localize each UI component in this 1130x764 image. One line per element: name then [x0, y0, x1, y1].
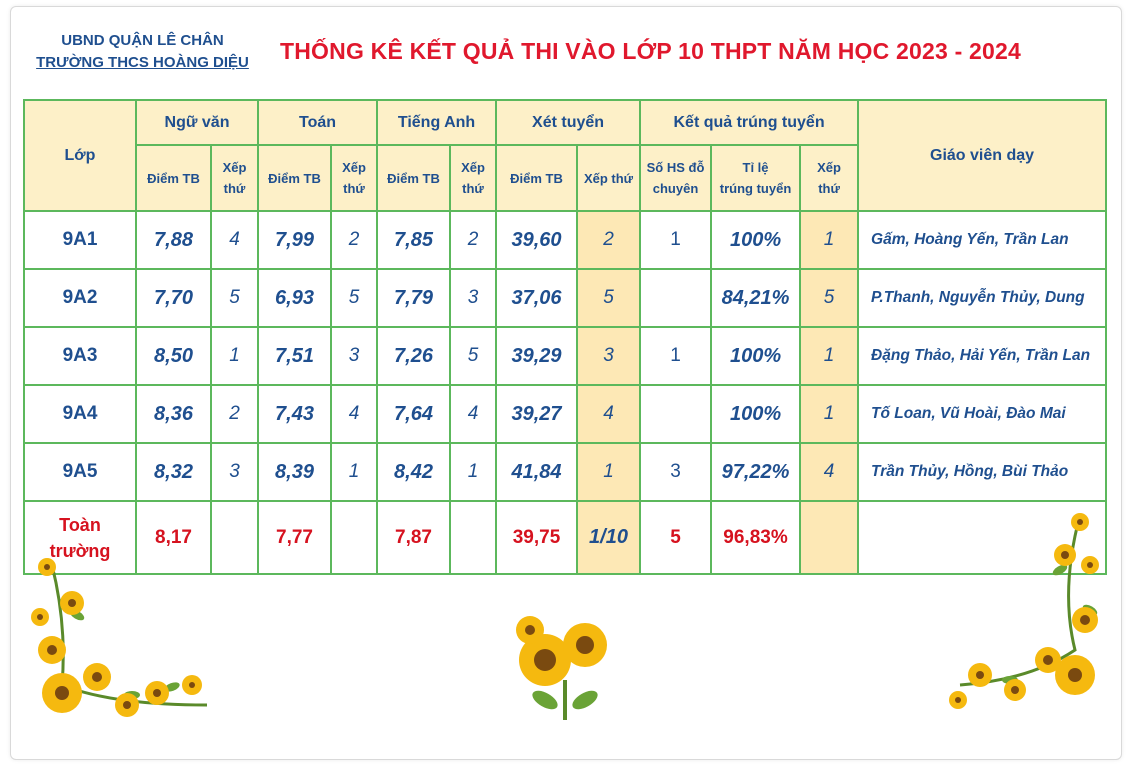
district-name: UBND QUẬN LÊ CHÂN: [61, 32, 224, 49]
math-rank-cell: 3: [331, 327, 377, 385]
lit-rank-cell: 5: [211, 269, 258, 327]
adm-avg-cell: 37,06: [496, 269, 577, 327]
literature-header: Ngữ văn: [136, 100, 258, 145]
rate-cell: 97,22%: [711, 443, 800, 501]
class-cell: 9A3: [24, 327, 136, 385]
res-rank-cell: 5: [800, 269, 858, 327]
table-row: [24, 443, 1106, 501]
lit-rank-header: [211, 145, 258, 211]
lit-avg-header: Điểm TB: [136, 145, 211, 211]
math-avg-cell: 7,99: [258, 211, 331, 269]
adm-rank-cell: 1: [577, 443, 640, 501]
table-row: [24, 385, 1106, 443]
eng-avg-cell: 7,85: [377, 211, 450, 269]
total-res-rank: [800, 501, 858, 574]
math-rank-cell: 2: [331, 211, 377, 269]
total-label-line2: trường: [49, 540, 111, 561]
math-rank-cell: 1: [331, 443, 377, 501]
math-avg-cell: 7,43: [258, 385, 331, 443]
adm-avg-cell: 41,84: [496, 443, 577, 501]
eng-avg-header: Điểm TB: [377, 145, 450, 211]
eng-avg-cell: 7,26: [377, 327, 450, 385]
class-cell: 9A1: [24, 211, 136, 269]
class-cell: 9A2: [24, 269, 136, 327]
result-header: Kết quả trúng tuyển: [640, 100, 858, 145]
rate-cell: 100%: [711, 211, 800, 269]
total-rate: 96,83%: [711, 501, 800, 574]
rate-label-line2: trúng tuyển: [719, 181, 792, 196]
lit-rank-cell: 2: [211, 385, 258, 443]
rank-label-line2: thứ: [223, 181, 246, 196]
teachers-header: Giáo viên dạy: [858, 100, 1106, 211]
teachers-cell: P.Thanh, Nguyễn Thủy, Dung: [858, 269, 1106, 327]
total-label-line1: Toàn: [59, 514, 101, 535]
rank-label-line2: thứ: [343, 181, 365, 196]
total-adm-rank: 1/10: [577, 501, 640, 574]
gifted-cell: 1: [640, 327, 711, 385]
eng-rank-cell: 2: [450, 211, 496, 269]
total-adm-avg: 39,75: [496, 501, 577, 574]
lit-rank-cell: 1: [211, 327, 258, 385]
class-header: Lớp: [24, 100, 136, 211]
rank-label-line1: Xếp: [342, 160, 366, 175]
math-avg-cell: 7,51: [258, 327, 331, 385]
rate-label-line1: Tỉ lệ: [742, 160, 769, 175]
total-math-avg: 7,77: [258, 501, 331, 574]
eng-avg-cell: 8,42: [377, 443, 450, 501]
eng-avg-cell: 7,64: [377, 385, 450, 443]
teachers-cell: Tố Loan, Vũ Hoài, Đào Mai: [858, 385, 1106, 443]
rate-header: [711, 145, 800, 211]
adm-rank-header: Xếp thứ: [577, 145, 640, 211]
res-rank-header: [800, 145, 858, 211]
table-row: [24, 269, 1106, 327]
class-cell: 9A4: [24, 385, 136, 443]
math-rank-cell: 4: [331, 385, 377, 443]
rank-label-line1: Xếp: [461, 160, 485, 175]
admission-header: Xét tuyển: [496, 100, 640, 145]
total-lit-avg: 8,17: [136, 501, 211, 574]
math-avg-header: Điểm TB: [258, 145, 331, 211]
total-eng-avg: 7,87: [377, 501, 450, 574]
res-rank-cell: 1: [800, 211, 858, 269]
eng-rank-cell: 3: [450, 269, 496, 327]
math-rank-header: [331, 145, 377, 211]
adm-avg-cell: 39,29: [496, 327, 577, 385]
rate-cell: 100%: [711, 327, 800, 385]
teachers-cell: Gấm, Hoàng Yến, Trần Lan: [858, 211, 1106, 269]
rank-label-line2: thứ: [462, 181, 484, 196]
lit-avg-cell: 7,70: [136, 269, 211, 327]
lit-avg-cell: 8,36: [136, 385, 211, 443]
res-rank-cell: 1: [800, 385, 858, 443]
english-header: Tiếng Anh: [377, 100, 496, 145]
rank-label-line1: Xếp: [817, 160, 841, 175]
adm-rank-cell: 2: [577, 211, 640, 269]
gifted-cell: [640, 385, 711, 443]
sunflower-bouquet-left: [22, 555, 222, 730]
page-title: THỐNG KÊ KẾT QUẢ THI VÀO LỚP 10 THPT NĂM HỌC 2023 - 2024: [280, 38, 1021, 64]
sunflower-bouquet-right: [940, 510, 1110, 720]
gifted-label-line2: chuyên: [652, 181, 699, 196]
res-rank-cell: 1: [800, 327, 858, 385]
rank-label-line1: Xếp: [222, 160, 247, 175]
lit-avg-cell: 7,88: [136, 211, 211, 269]
results-table: [23, 99, 1107, 575]
eng-rank-cell: 4: [450, 385, 496, 443]
rate-cell: 100%: [711, 385, 800, 443]
adm-rank-cell: 4: [577, 385, 640, 443]
math-avg-cell: 8,39: [258, 443, 331, 501]
rank-label-line2: thứ: [818, 181, 840, 196]
table-row: [24, 327, 1106, 385]
header-row-1: [24, 100, 1106, 145]
gifted-cell: [640, 269, 711, 327]
eng-rank-cell: 5: [450, 327, 496, 385]
math-avg-cell: 6,93: [258, 269, 331, 327]
rate-cell: 84,21%: [711, 269, 800, 327]
math-rank-cell: 5: [331, 269, 377, 327]
adm-avg-cell: 39,27: [496, 385, 577, 443]
gifted-cell: 1: [640, 211, 711, 269]
adm-avg-header: Điểm TB: [496, 145, 577, 211]
adm-avg-cell: 39,60: [496, 211, 577, 269]
gifted-header: [640, 145, 711, 211]
total-eng-rank: [450, 501, 496, 574]
adm-rank-cell: 3: [577, 327, 640, 385]
gifted-label-line1: Số HS đỗ: [646, 160, 705, 175]
gifted-cell: 3: [640, 443, 711, 501]
lit-avg-cell: 8,32: [136, 443, 211, 501]
lit-rank-cell: 4: [211, 211, 258, 269]
res-rank-cell: 4: [800, 443, 858, 501]
school-name: TRƯỜNG THCS HOÀNG DIỆU: [36, 54, 249, 71]
school-header: [20, 30, 265, 74]
eng-rank-header: [450, 145, 496, 211]
eng-rank-cell: 1: [450, 443, 496, 501]
class-cell: 9A5: [24, 443, 136, 501]
lit-rank-cell: 3: [211, 443, 258, 501]
teachers-cell: Trần Thủy, Hồng, Bùi Thảo: [858, 443, 1106, 501]
total-math-rank: [331, 501, 377, 574]
table-row: [24, 211, 1106, 269]
lit-avg-cell: 8,50: [136, 327, 211, 385]
sunflower-bouquet-center: [505, 600, 625, 725]
adm-rank-cell: 5: [577, 269, 640, 327]
math-header: Toán: [258, 100, 377, 145]
total-gifted: 5: [640, 501, 711, 574]
eng-avg-cell: 7,79: [377, 269, 450, 327]
teachers-cell: Đặng Thảo, Hải Yến, Trần Lan: [858, 327, 1106, 385]
